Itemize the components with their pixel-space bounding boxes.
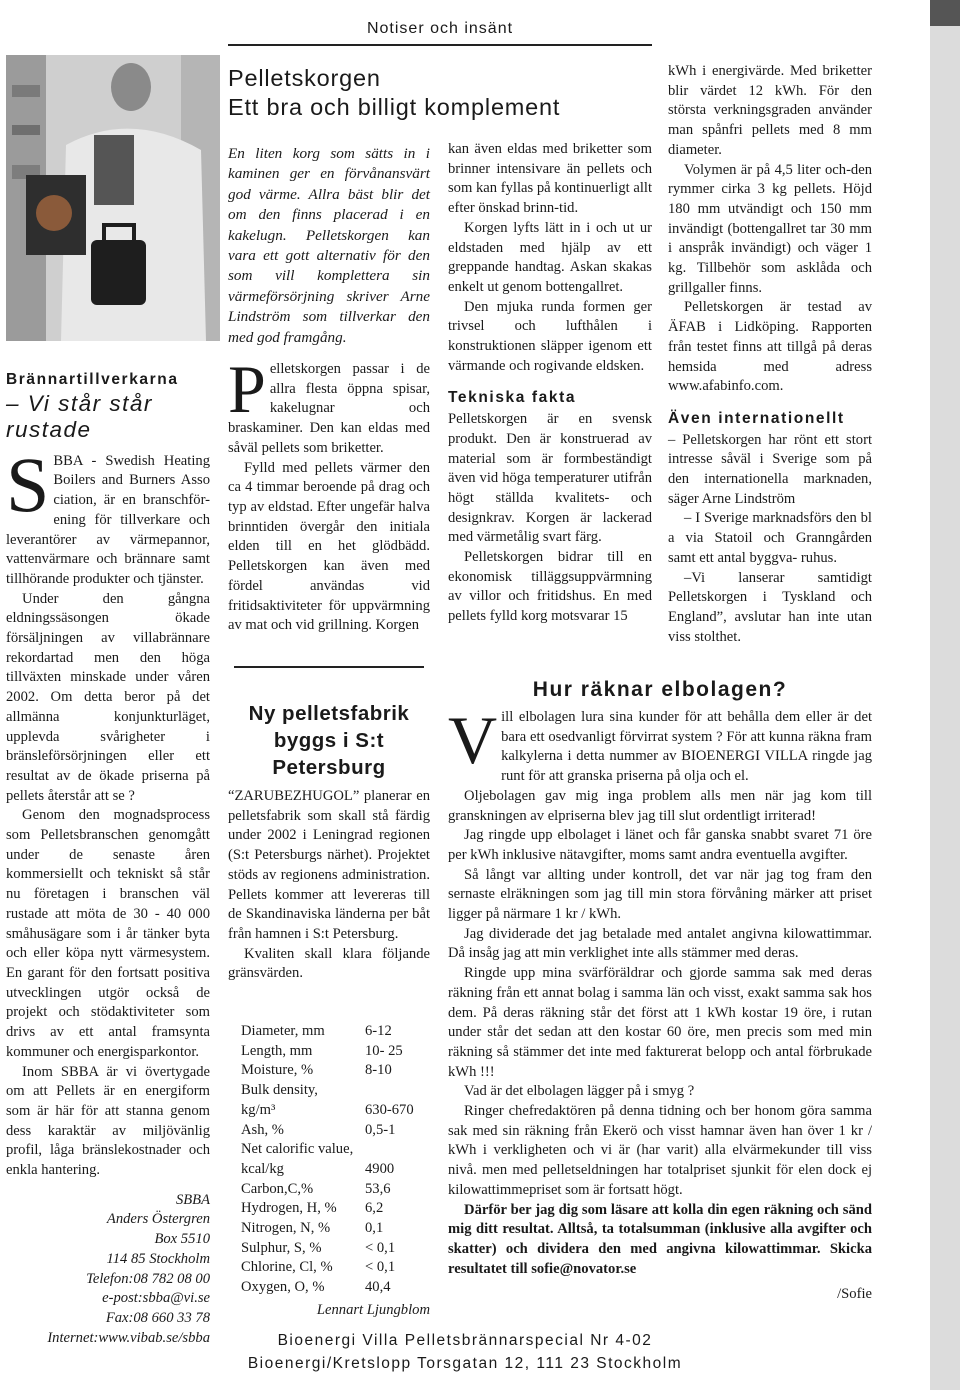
factory-article <box>228 700 430 984</box>
headline-line2: Ett bra och billigt komplement <box>228 94 561 120</box>
spec-row <box>241 1219 435 1239</box>
spec-value <box>365 1140 435 1160</box>
col3-para1: kWh i energivärde. Med briketter blir värdet 12 kWh. För den största verkningsgraden använder man spånfri pellets med 8 mm diameter. <box>668 63 872 158</box>
left-para1: BBA - Swedish Heating Boilers and Burners Asso ciation, är en branschför-ening för tillverkare och leverantörer av värmepannor, vattenvärmare och brännare samt tillhörande produkter och tjänster. <box>6 452 210 587</box>
spec-value: 8-10 <box>365 1062 392 1079</box>
elbolag-para9: Därför ber jag dig som läsare att kolla din egen räkning och sänd mig ditt resultat. Alltså, ta totalsumman (inklusive alla avgifter och skatter) och dividera den med angivna kilowattimmar. Skicka resultatet till sofie@novator.se <box>448 1201 872 1277</box>
factory-para2: Kvaliten skall klara följande gränsvärden. <box>228 945 430 982</box>
spec-label: Diameter, mm <box>241 1023 325 1039</box>
elbolag-dropcap: V <box>448 702 498 778</box>
intl-para3: –Vi lanserar samtidigt Pelletskorgen i Tyskland och England”, avslutar han inte utan viss stolthet. <box>668 569 872 645</box>
section-rule <box>228 44 652 46</box>
spec-row <box>241 1239 435 1259</box>
factory-byline: Lennart Ljungblom <box>316 1302 430 1318</box>
elbolag-para5: Jag dividerade det jag betalade med antalet angivna kilowattimmar. Då insåg jag att min verklighet inte alls stämmer med deras. <box>448 925 872 962</box>
spec-value: 4900 <box>365 1160 395 1177</box>
col2-para1: kan även eldas med briketter som brinner intensivare än pellets och som kan fyllas på kontinuerligt allt efter önskad brinn-tid. <box>448 141 652 217</box>
left-dropcap: S <box>6 440 50 528</box>
spec-row <box>241 1258 435 1278</box>
col3-para2: Volymen är på 4,5 liter och-den rymmer cirka 3 kg pellets. Höjd 180 mm utvändigt och 150 mm invändigt (bottengallret tar 30 mm i anspråk invändigt) och väger 1 kg. Tillbehör som asklåda och grillgaller finns. <box>668 161 872 296</box>
spec-row <box>241 1199 435 1219</box>
elbolag-para1: ill elbolagen lura sina kunder för att behålla dem eller är det bara ett osedvanligt förvirrat system ? För att kunna räkna fram kalkylerna i detta nummer av BIOENERGI VILLA ringde jag runt för att granska priserna på olja och el. <box>501 709 872 785</box>
intl-para2: – I Sverige marknadsförs den bl a via Statoil och Granngården samt ett antal byggva- ruhus. <box>668 510 872 566</box>
spec-value: 0,5-1 <box>365 1121 396 1138</box>
spec-label: Net calorific value, <box>241 1141 354 1158</box>
elbolag-article <box>448 702 872 1305</box>
factory-headline: Ny pelletsfabrik byggs i S:t Petersburg <box>248 702 410 779</box>
spec-value: 53,6 <box>365 1180 391 1197</box>
elbolag-para4: Så långt var allting under kontroll, det var när jag tog fram den sernaste elräkningen som jag till min stora förvåning märker att priset ligger på närmare 1 kr / kWh. <box>448 866 872 923</box>
spec-row <box>241 1022 435 1042</box>
spec-row <box>241 1160 435 1180</box>
spec-value: 6-12 <box>365 1023 392 1039</box>
left-para3: Genom den mognadsprocess som Pelletsbranschen genomgått under de senaste åren kommersiellt och tekniskt så står nu företagen i branschen väl rustade att möta de 30 - 40 000 småhusägare som i år tänker byta och eller köpa nytt värmesystem. En garant för den fortsatt positiva utvecklingen utgör också de projekt och stödaktiviteter som drivs av ett antal framsynta kommuner och energisparkontor. <box>6 807 210 1060</box>
spec-value: 10- 25 <box>365 1042 403 1059</box>
left-column <box>6 370 210 1348</box>
spec-label: Carbon,C,% <box>241 1180 314 1197</box>
tech-para1: Pelletskorgen är en svensk produkt. Den är konstruerad av material som är formbeständigt även vid höga temperaturer utifrån högt ställda kvalitets- och designkrav. Korgen är lackerad med värmetålig svart färg. <box>448 411 652 546</box>
factory-para1: “ZARUBEZHUGOL” planerar en pelletsfabrik som skall stå färdig under 2002 i Leningrad regionen (S:t Petersburgs närhet). Projektet stöds av regionens administration. Pellets kommer att levereras till de Skandinaviska länderna per båt från hamnen i S:t Petersburg. <box>228 788 430 942</box>
contact-block <box>6 1191 210 1349</box>
spec-row <box>241 1042 435 1062</box>
spec-value: 40,4 <box>365 1279 391 1296</box>
main-para1: elletskorgen passar i de allra flesta öppna spisar, kakelugnar och braskaminer. Den kan eldas med såväl pellets som briketter. <box>228 361 430 456</box>
man-with-pellet-basket-photo <box>6 55 220 341</box>
col2-para2: Korgen lyfts lätt in i och ut ur eldstaden med hjälp av ett greppande handtag. Askan skakas enkelt ut genom bottengallret. <box>448 219 652 295</box>
page-edge-strip <box>930 0 960 1390</box>
left-article-title-line2: rustade <box>6 416 92 442</box>
spec-value <box>365 1081 435 1101</box>
spec-row <box>241 1081 435 1101</box>
spec-row <box>241 1278 435 1298</box>
footer-line1: Bioenergi Villa Pelletsbrännarspecial Nr 4-02 <box>277 1332 653 1349</box>
section-header: Notiser och insänt <box>366 20 514 37</box>
tech-heading: Tekniska fakta <box>448 389 577 407</box>
spec-label: Moisture, % <box>241 1062 314 1079</box>
contact-line: Telefon:08 782 08 00 <box>86 1270 210 1287</box>
intl-heading: Även internationellt <box>668 409 845 427</box>
spec-value: 0,1 <box>365 1220 384 1237</box>
left-article-title-line1: – Vi står står <box>6 390 153 416</box>
elbolag-signature: /Sofie <box>837 1286 872 1303</box>
contact-line: Internet:www.vibab.se/sbba <box>47 1329 210 1346</box>
pellet-spec-table <box>241 1022 435 1298</box>
spec-label: Length, mm <box>241 1042 313 1059</box>
footer-line2: Bioenergi/Kretslopp Torsgatan 12, 111 23 Stockholm <box>247 1355 683 1372</box>
spec-label: Hydrogen, H, % <box>241 1200 337 1217</box>
contact-line: SBBA <box>175 1191 210 1208</box>
left-para4: Inom SBBA är vi övertygade om att Pellets är en energiform som är här för att stanna genom dess karaktär av miljövänlig profil, låga bränslekostnader och enkla hantering. <box>6 1063 210 1179</box>
spec-label: Chlorine, Cl, % <box>241 1259 333 1276</box>
headline-line1: Pelletskorgen <box>228 65 381 91</box>
spec-label: Nitrogen, N, % <box>241 1220 331 1237</box>
tech-para2: Pelletskorgen bidrar till en ekonomisk tilläggsuppvärmning av villor och fritidshus. En med pellets fylld korg motsvarar 15 <box>448 549 652 625</box>
elbolag-para3: Jag ringde upp elbolaget i länet och får ganska snabbt svaret 71 öre per kWh inklusive nätavgifter, moms samt andra eventuella avgifter. <box>448 827 872 863</box>
main-column-3 <box>668 62 872 647</box>
elbolag-para2: Oljebolagen gav mig inga problem alls men när jag kom till granskningen av elpriserna blev jag till slut ordentligt irriterad! <box>448 787 872 824</box>
left-para2: Under den gångna eldningssäsongen ökade försäljningen av villabrännare rekordartad men den höga tillväxten minskade under våren 2002. Om detta beror på det allmänna konjunkturläget, upplevda svårigheter i bränsleförsörjningen eller ett resultat av de ökade priserna på pellets återstår att se ? <box>6 590 210 804</box>
contact-line: Fax:08 660 33 78 <box>105 1309 210 1326</box>
main-column-1 <box>228 144 430 636</box>
elbolag-para8: Ringer chefredaktören på denna tidning och ber honom göra samma sak med sin räkning från Ekerö och visst hamnar även han över 1 kr / kWh i verkligheten och vi är (har varit) alla elvärmekunder till viss nivå. men med pelletseldningen har totalpriset sjunkit för elen dock ej kilowattimmepriset som är fortsatt högt. <box>448 1103 872 1198</box>
column-rule <box>234 666 424 668</box>
contact-line: Box 5510 <box>154 1231 210 1248</box>
spec-row <box>241 1140 435 1160</box>
elbolag-para6: Ringde upp mina svärföräldrar och gjorde samma sak med deras räkning från ett annat bolag i samma län och visst, exakt samma sak hos dem. På deras räkning står det först att 1 kWh kostar 19 öre, i rutan under står det sedan att den kostar 60 öre, men precis som med min räkning så stämmer det inte med fakturerat belopp och antal förbrukade kWh !!! <box>448 965 872 1080</box>
spec-label: Oxygen, O, % <box>241 1279 325 1296</box>
contact-line: Anders Östergren <box>106 1211 210 1228</box>
spec-label: Sulphur, S, % <box>241 1239 322 1256</box>
spec-label: Ash, % <box>241 1121 284 1138</box>
spec-value: < 0,1 <box>365 1259 396 1276</box>
intl-para1: – Pelletskorgen har rönt ett stort intresse såväl i Sverige som på den internationella marknaden, säger Arne Lindström <box>668 431 872 507</box>
spec-row <box>241 1101 435 1121</box>
spec-value: 630-670 <box>365 1101 414 1118</box>
main-dropcap: P <box>228 351 266 428</box>
col2-para3: Den mjuka runda formen ger trivsel och lufthålen i konstruktionen släpper igenom ett värmande och rogivande eldsken. <box>448 298 652 374</box>
col3-para3: Pelletskorgen är testad av ÄFAB i Lidköping. Rapporten från testet finns att tillgå på deras hemsida med adress www.afabinfo.com. <box>668 299 872 395</box>
spec-row <box>241 1061 435 1081</box>
elbolag-headline: Hur räknar elbolagen? <box>532 678 788 701</box>
spec-value: < 0,1 <box>365 1239 396 1256</box>
pelletskorgen-headline <box>228 64 668 122</box>
spec-row <box>241 1180 435 1200</box>
main-para2: Fylld med pellets värmer den ca 4 timmar beroende på drag och typ av eldstad. Efter ungefär halva brinntiden övergår den initiala elden till en het glödbädd. Pelletskorgen kan även med fördel användas vid fritidsaktiviteter för uppvärmning av mat och vid grillning. Korgen <box>228 459 430 634</box>
contact-line: 114 85 Stockholm <box>106 1250 210 1267</box>
spec-label: kcal/kg <box>241 1160 284 1177</box>
contact-line: e-post:sbba@vi.se <box>102 1290 210 1307</box>
left-article-kicker: Brännartillverkarna <box>6 371 179 388</box>
ingress: En liten korg som sätts in i kaminen ger en förvånansvärt god värme. Allra bäst blir det om den finns placerad i en kakelugn. Pelletskorgen kan vara ett gott alternativ för den som vill komplettera sin värmeförsörjning skriver Arne Lindström som tillverkar den med god framgång. <box>228 145 430 346</box>
spec-row <box>241 1121 435 1141</box>
spec-label: Bulk density, <box>241 1082 318 1099</box>
elbolag-para7: Vad är det elbolagen lägger på i smyg ? <box>464 1083 695 1100</box>
spec-value: 6,2 <box>365 1200 384 1217</box>
spec-label: kg/m³ <box>241 1101 276 1118</box>
main-column-2 <box>448 140 652 627</box>
